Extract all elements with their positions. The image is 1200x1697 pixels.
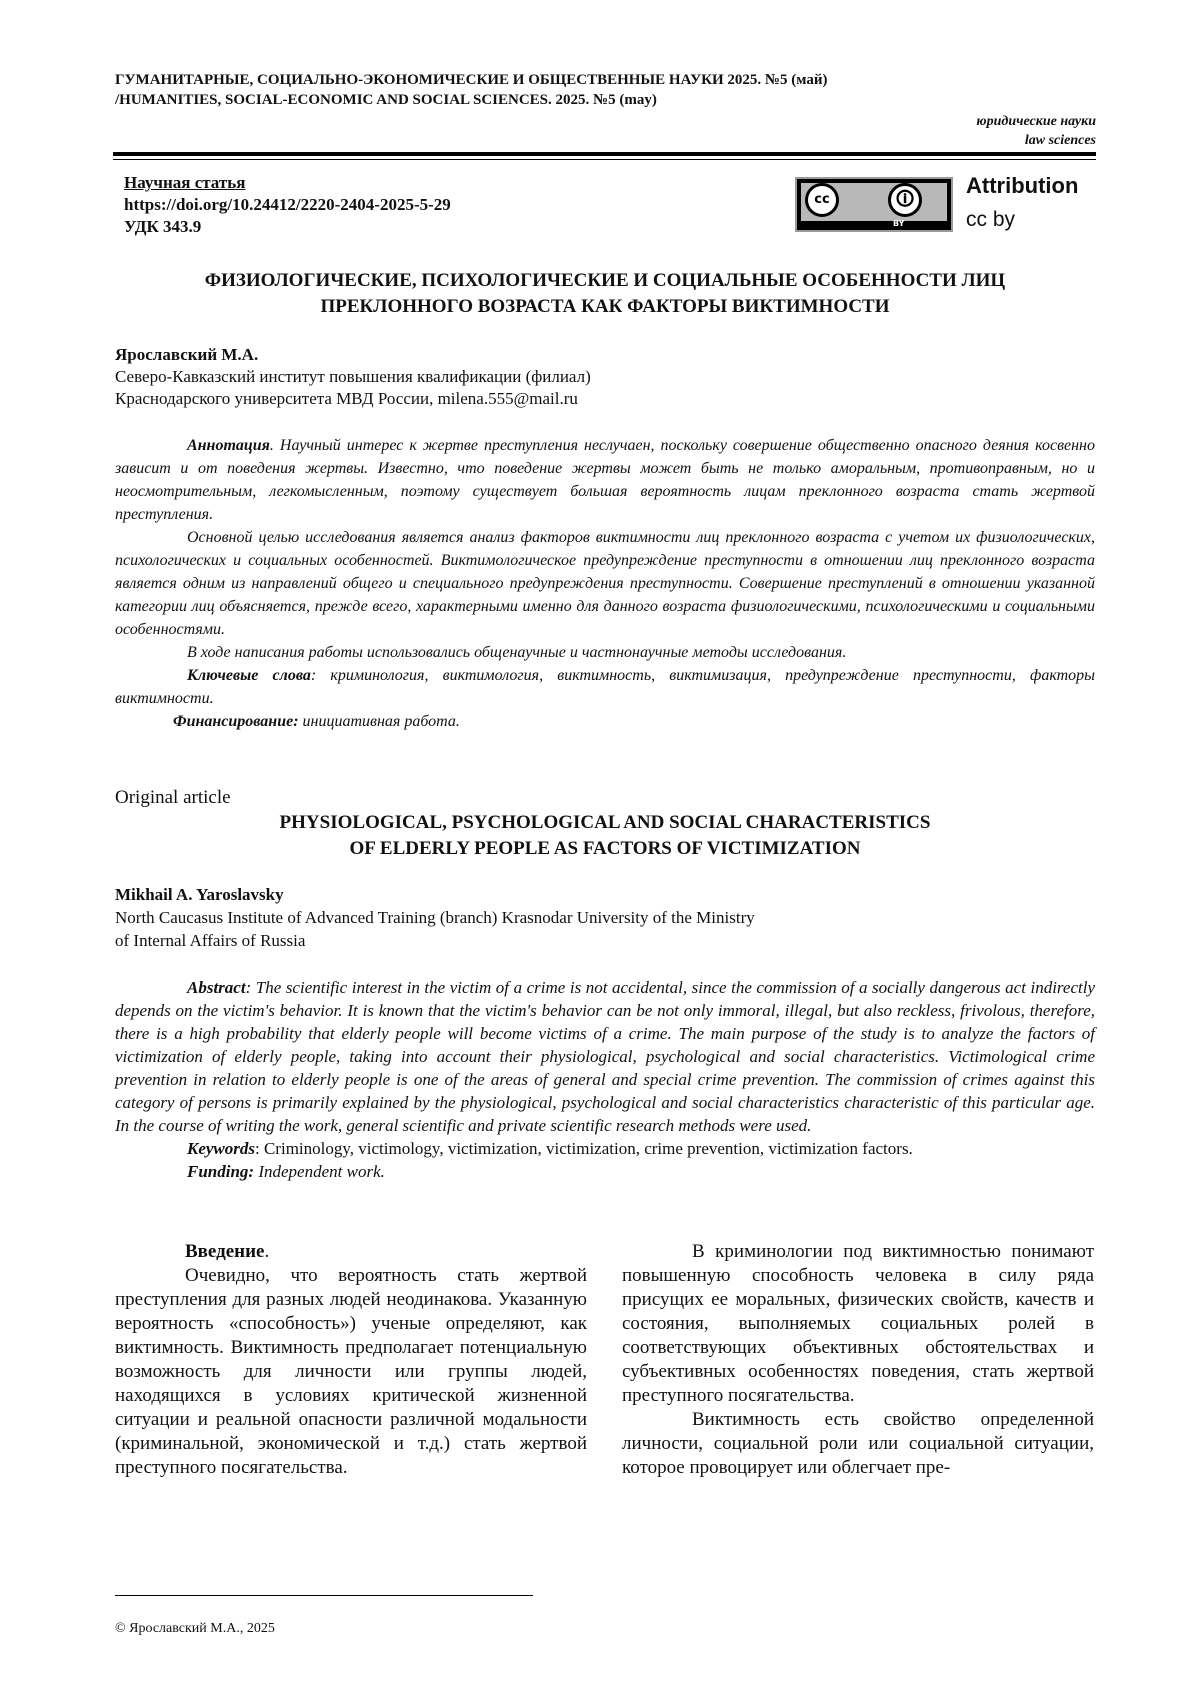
body-column-right bbox=[622, 1240, 1094, 1480]
subject-field-en: law sciences bbox=[1024, 133, 1096, 148]
affiliation-ru bbox=[115, 366, 1095, 410]
funding-en-label: Funding: bbox=[187, 1162, 255, 1181]
abstract-en bbox=[115, 976, 1095, 1183]
title-en-line2: OF ELDERLY PEOPLE AS FACTORS OF VICTIMIZATION bbox=[349, 838, 861, 859]
title-en-line1: PHYSIOLOGICAL, PSYCHOLOGICAL AND SOCIAL CHARACTERISTICS bbox=[279, 812, 931, 833]
intro-heading bbox=[115, 1240, 587, 1264]
keywords-ru-label: Ключевые слова bbox=[187, 667, 311, 684]
footnote-rule bbox=[115, 1595, 533, 1596]
keywords-ru bbox=[115, 664, 1095, 710]
keywords-en-label: Keywords bbox=[187, 1139, 255, 1158]
abstract-ru bbox=[115, 434, 1095, 733]
article-type-en: Original article bbox=[115, 787, 231, 808]
keywords-ru-text: : криминология, виктимология, виктимность, виктимизация, предупреждение преступности, факторы виктимности. bbox=[115, 667, 1095, 707]
title-ru-line2: ПРЕКЛОННОГО ВОЗРАСТА КАК ФАКТОРЫ ВИКТИМНОСТИ bbox=[320, 296, 890, 317]
abstract-en-label: Abstract bbox=[187, 978, 246, 997]
cc-license-badge[interactable] bbox=[795, 177, 953, 232]
attribution-person-icon: 🛈 bbox=[888, 183, 922, 217]
abstract-en-text: : The scientific interest in the victim of a crime is not accidental, since the commission of a socially dangerous act indirectly depends on the victim's behavior. It is known that the victim's behavior can be not only immoral, illegal, but also reckless, frivolous, therefore, there is a high probability that elderly people will become victims of a crime. The main purpose of the study is to analyze the factors of victimization of elderly people, taking into account their physiological, psychological and social characteristics. Victimological crime prevention in relation to elderly people is one of the areas of general and special crime prevention. The commission of crimes against this category of persons is primarily explained by the physiological, psychological and social characteristics characteristic of this particular age. In the course of writing the work, general scientific and private scientific research methods were used. bbox=[115, 978, 1095, 1135]
affiliation-ru-line2: Краснодарского университета МВД России, milena.555@mail.ru bbox=[115, 389, 578, 408]
affiliation-en-line2: of Internal Affairs of Russia bbox=[115, 931, 306, 950]
article-meta bbox=[124, 172, 451, 238]
funding-en bbox=[115, 1160, 1095, 1183]
cc-by-label: BY bbox=[893, 219, 905, 228]
abstract-ru-p3: В ходе написания работы использовались общенаучные и частнонаучные методы исследования. bbox=[187, 644, 847, 661]
affiliation-en-line1: North Caucasus Institute of Advanced Training (branch) Krasnodar University of the Ministry bbox=[115, 908, 755, 927]
license-title: Attribution bbox=[966, 173, 1079, 198]
funding-ru-text: инициативная работа. bbox=[298, 713, 460, 730]
funding-en-text: Independent work. bbox=[254, 1162, 385, 1181]
affiliation-ru-line1: Северо-Кавказский институт повышения квалификации (филиал) bbox=[115, 367, 591, 386]
body-right-p2: Виктимность есть свойство определенной личности, социальной роли или социальной ситуации, которое провоцирует или облегчает пре- bbox=[622, 1409, 1094, 1478]
funding-ru-label: Финансирование: bbox=[173, 713, 299, 730]
copyright-note: © Ярославский М.А., 2025 bbox=[115, 1621, 275, 1636]
title-ru-line1: ФИЗИОЛОГИЧЕСКИЕ, ПСИХОЛОГИЧЕСКИЕ И СОЦИАЛЬНЫЕ ОСОБЕННОСТИ ЛИЦ bbox=[204, 270, 1006, 291]
doi-link[interactable]: https://doi.org/10.24412/2220-2404-2025-5-29 bbox=[124, 195, 451, 214]
udk-code: УДК 343.9 bbox=[124, 217, 202, 236]
license-subtitle: cc by bbox=[966, 208, 1016, 231]
body-column-left bbox=[115, 1240, 587, 1480]
abstract-ru-text1: . Научный интерес к жертве преступления неслучаен, поскольку совершение общественно опасного деяния косвенно зависит и от поведения жертвы. Известно, что поведение жертвы может быть не только аморальным, противоправным, но и неосмотрительным, легкомысленным, поэтому существует большая вероятность лицам преклонного возраста стать жертвой преступления. bbox=[115, 437, 1095, 523]
keywords-en-text: : Criminology, victimology, victimization, victimization, crime prevention, victimization factors. bbox=[255, 1139, 913, 1158]
header-rule-thick bbox=[113, 152, 1096, 156]
abstract-en-p bbox=[115, 976, 1095, 1137]
intro-heading-dot: . bbox=[264, 1241, 270, 1262]
intro-heading-text: Введение bbox=[185, 1241, 265, 1262]
author-en: Mikhail A. Yaroslavsky bbox=[115, 885, 284, 904]
journal-header bbox=[115, 70, 1095, 110]
article-title-ru bbox=[115, 268, 1095, 320]
article-type: Научная статья bbox=[124, 173, 246, 192]
article-title-en bbox=[115, 810, 1095, 862]
affiliation-en bbox=[115, 906, 1095, 952]
abstract-ru-p1 bbox=[115, 434, 1095, 526]
body-right-p1: В криминологии под виктимностью понимают повышенную способность человека в силу ряда присущих ее моральных, физических свойств, качеств и состояния, выполняемых социальных ролей в соответствующих объективных обстоятельствах и субъективных особенностях поведения, стать жертвой преступного посягательства. bbox=[622, 1241, 1094, 1406]
subject-field bbox=[976, 112, 1096, 150]
keywords-en bbox=[115, 1137, 1095, 1160]
cc-logo-icon: cc bbox=[805, 183, 839, 217]
journal-title-en: /HUMANITIES, SOCIAL-ECONOMIC AND SOCIAL SCIENCES. 2025. №5 (may) bbox=[115, 92, 657, 108]
journal-title-ru: ГУМАНИТАРНЫЕ, СОЦИАЛЬНО-ЭКОНОМИЧЕСКИЕ И ОБЩЕСТВЕННЫЕ НАУКИ 2025. №5 (май) bbox=[115, 72, 828, 88]
funding-ru bbox=[115, 710, 1095, 733]
body-left-p1: Очевидно, что вероятность стать жертвой преступления для разных людей неодинакова. Указанную вероятность «способность») ученые определяют, как виктимность. Виктимность предполагает потенциальную возможность для личности или группы людей, находящихся в условиях критической жизненной ситуации и реальной опасности различной модальности (криминальной, экономической и т.д.) стать жертвой преступного посягательства. bbox=[115, 1265, 587, 1478]
header-rule-thin bbox=[113, 159, 1096, 160]
abstract-ru-label: Аннотация bbox=[187, 437, 270, 454]
abstract-ru-p2: Основной целью исследования является анализ факторов виктимности лиц преклонного возраста с учетом их физиологических, психологических и социальных особенностей. Виктимологическое предупреждение преступности в отношении лиц преклонного возраста является одним из направлений общего и специального предупреждения преступности. Совершение преступлений в отношении указанной категории лиц объясняется, прежде всего, характерными именно для данного возраста физиологическими, психологическими и социальными особенностями. bbox=[115, 529, 1095, 638]
author-ru: Ярославский М.А. bbox=[115, 345, 259, 364]
subject-field-ru: юридические науки bbox=[976, 114, 1096, 129]
